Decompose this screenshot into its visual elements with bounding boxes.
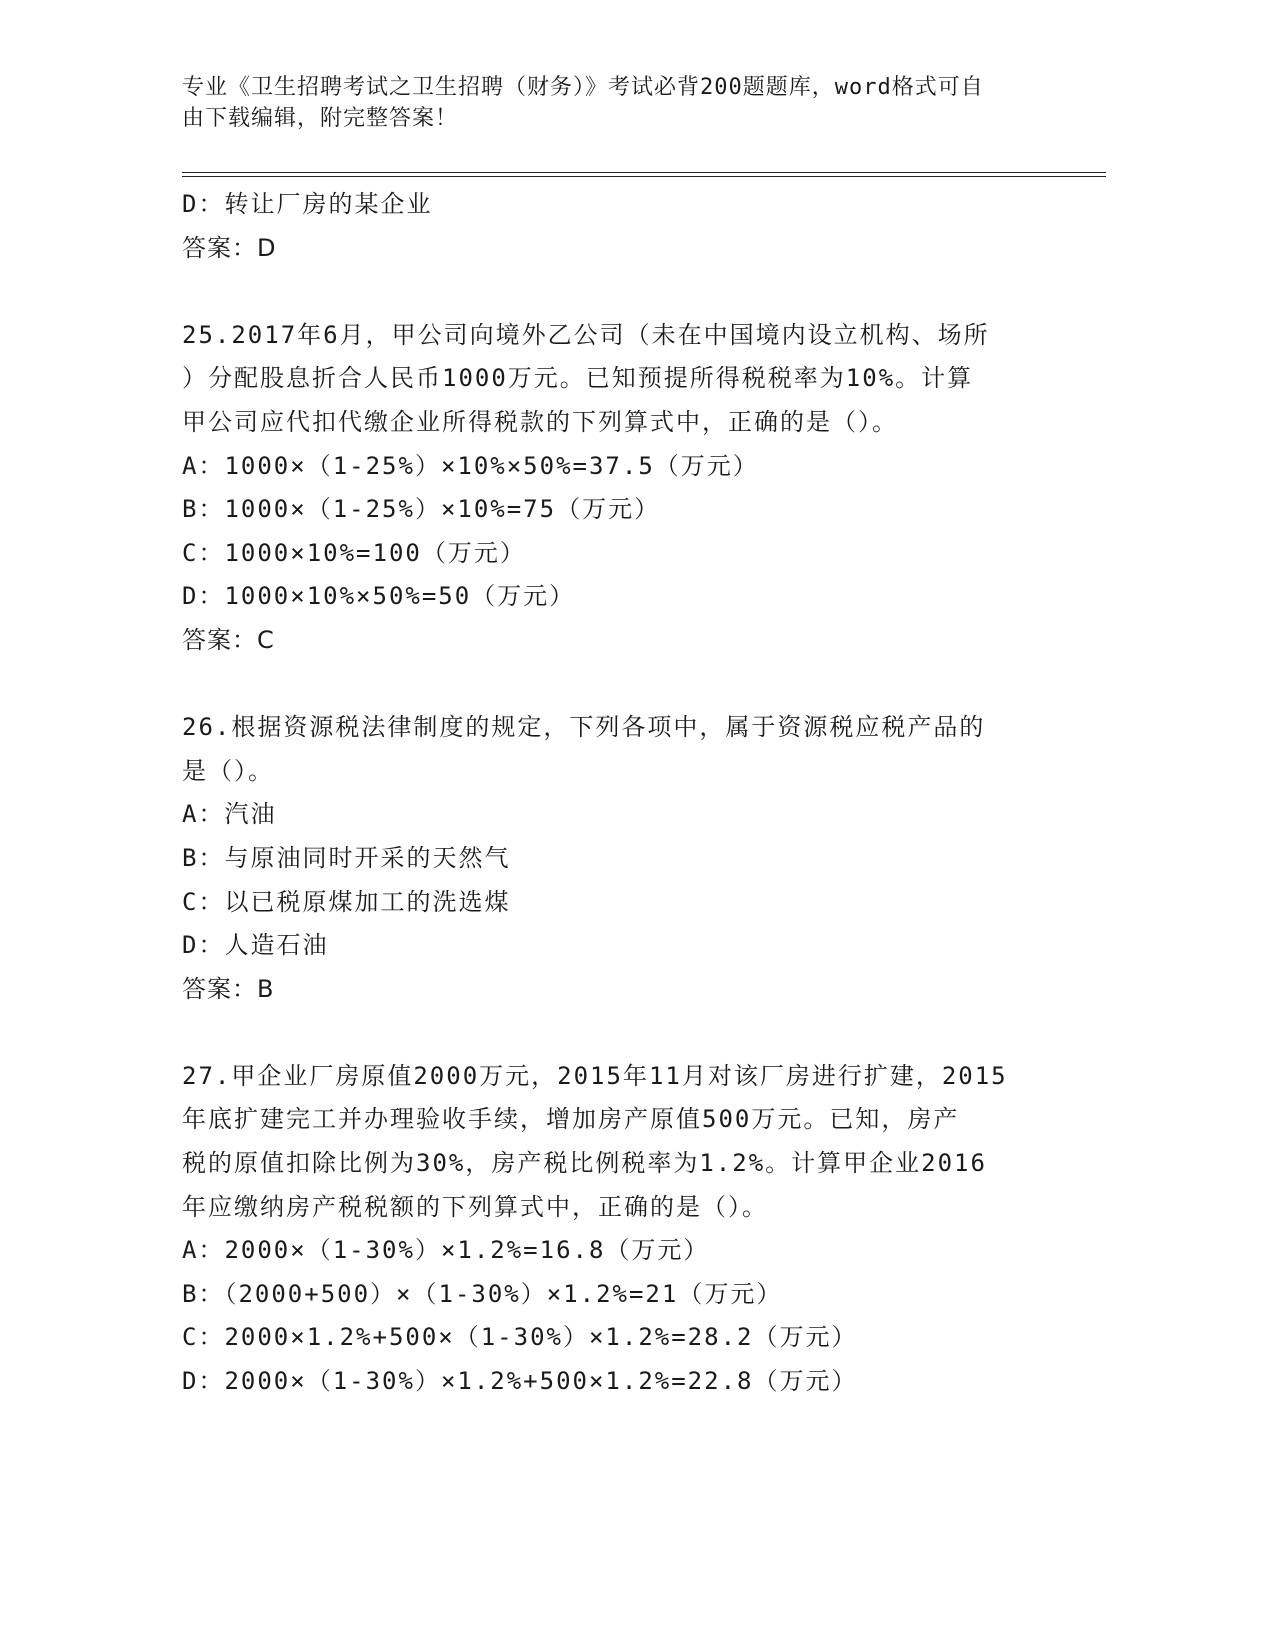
q27-option-d: D：2000×（1-30%）×1.2%+500×1.2%=22.8（万元）: [182, 1367, 858, 1396]
q25-answer: 答案：C: [182, 625, 275, 654]
q24-option-d: D：转让厂房的某企业: [182, 190, 433, 218]
q26-option-a: A：汽油: [182, 800, 277, 829]
question-26: [182, 706, 1052, 1011]
q27-stem-line-4: 年应缴纳房产税税额的下列算式中，正确的是（）。: [182, 1192, 768, 1221]
q25-stem-line-1: 25.2017年6月，甲公司向境外乙公司（未在中国境内设立机构、场所: [182, 320, 990, 349]
document-header: [182, 72, 1042, 134]
spacer: [182, 663, 1052, 707]
q27-stem-line-2: 年底扩建完工并办理验收手续，增加房产原值500万元。已知，房产: [182, 1105, 960, 1134]
document-body: [182, 183, 1052, 1404]
q25-option-b: B：1000×（1-25%）×10%=75（万元）: [182, 495, 661, 524]
q26-option-b: B：与原油同时开采的天然气: [182, 843, 511, 872]
q25-stem-line-3: 甲公司应代扣代缴企业所得税款的下列算式中，正确的是（）。: [182, 407, 898, 436]
q27-option-b: B：（2000+500）×（1-30%）×1.2%=21（万元）: [182, 1279, 783, 1308]
q25-stem-line-2: ）分配股息折合人民币1000万元。已知预提所得税税率为10%。计算: [182, 364, 974, 393]
q25-option-c: C：1000×10%=100（万元）: [182, 538, 526, 567]
q25-option-d: D：1000×10%×50%=50（万元）: [182, 582, 576, 611]
q25-option-a: A：1000×（1-25%）×10%×50%=37.5（万元）: [182, 451, 759, 480]
header-line-1: 专业《卫生招聘考试之卫生招聘（财务）》考试必背200题题库，word格式可自: [182, 75, 984, 100]
q26-option-c: C：以已税原煤加工的洗选煤: [182, 887, 511, 916]
header-divider-bottom: [182, 176, 1106, 177]
q27-stem-line-3: 税的原值扣除比例为30%，房产税比例税率为1.2%。计算甲企业2016: [182, 1149, 987, 1178]
q27-option-c: C：2000×1.2%+500×（1-30%）×1.2%=28.2（万元）: [182, 1323, 858, 1352]
header-line-2: 由下载编辑，附完整答案！: [182, 106, 459, 131]
spacer: [182, 270, 1052, 314]
question-27: [182, 1055, 1052, 1404]
q27-stem-line-1: 27.甲企业厂房原值2000万元，2015年11月对该厂房进行扩建，2015: [182, 1061, 1008, 1090]
header-divider-top: [182, 172, 1106, 173]
q26-answer: 答案：B: [182, 974, 275, 1003]
question-25: [182, 314, 1052, 663]
spacer: [182, 1011, 1052, 1055]
q26-stem-line-1: 26.根据资源税法律制度的规定，下列各项中，属于资源税应税产品的: [182, 713, 986, 742]
q27-option-a: A：2000×（1-30%）×1.2%=16.8（万元）: [182, 1236, 710, 1265]
q26-option-d: D：人造石油: [182, 931, 329, 960]
q24-answer: 答案：D: [182, 233, 277, 262]
q26-stem-line-2: 是（）。: [182, 756, 274, 785]
